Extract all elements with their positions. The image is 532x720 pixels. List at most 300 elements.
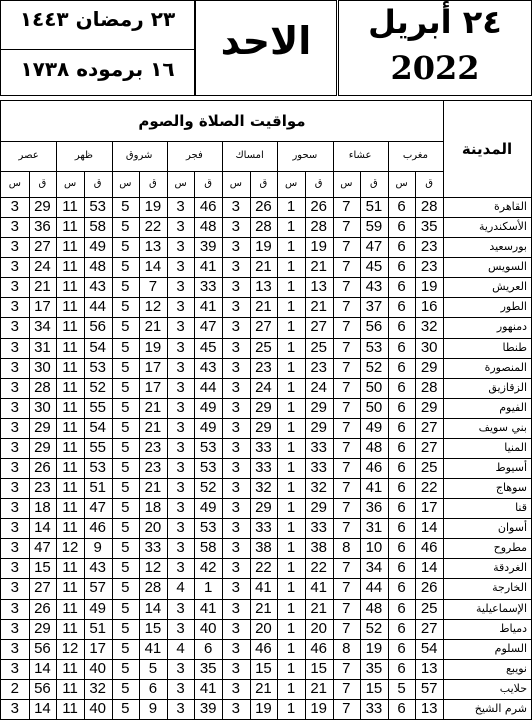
- minute-value: 40: [199, 619, 217, 637]
- hour-value: 6: [397, 579, 406, 597]
- hour-value: 11: [62, 699, 78, 717]
- city-name: المنيا: [504, 440, 527, 454]
- hour-value: 6: [397, 298, 406, 316]
- hour-value: 6: [397, 699, 406, 717]
- minute-value: 30: [34, 398, 51, 416]
- minute-value: 33: [255, 459, 272, 476]
- hour-value: 3: [10, 238, 19, 256]
- hour-value: 3: [176, 418, 185, 436]
- hour-value: 11: [62, 318, 78, 336]
- hour-value: 7: [342, 679, 351, 697]
- hour-value: 1: [286, 298, 296, 316]
- minute-value: 21: [255, 599, 272, 617]
- hour-value: 1: [286, 659, 296, 677]
- minute-value: 46: [365, 459, 383, 476]
- minute-value: 46: [199, 198, 217, 215]
- minute-value: 28: [420, 378, 438, 396]
- minute-value: 27: [310, 318, 328, 336]
- city-name: العريش: [492, 280, 527, 294]
- minute-value: 34: [34, 318, 51, 336]
- hour-value: 12: [61, 539, 79, 557]
- hour-value: 7: [342, 418, 351, 436]
- minute-value: 35: [420, 218, 438, 236]
- minute-value: 46: [255, 639, 272, 657]
- minute-value: 19: [255, 238, 272, 256]
- hour-value: 3: [231, 679, 240, 697]
- minute-value: 22: [310, 559, 328, 577]
- city-name: بني سويف: [478, 420, 527, 434]
- minute-value: 20: [310, 619, 328, 637]
- minute-value: 49: [365, 418, 383, 436]
- hour-value: 3: [10, 479, 19, 497]
- hour-value: 3: [176, 378, 185, 396]
- city-name: حلايب: [499, 681, 527, 695]
- hour-value: 1: [286, 639, 296, 657]
- hour-value: 3: [10, 278, 19, 296]
- hour-value: 8: [342, 639, 351, 657]
- minute-value: 21: [255, 679, 272, 697]
- hour-value: 6: [397, 459, 406, 476]
- hour-value: 6: [397, 499, 406, 517]
- minute-value: 21: [144, 479, 162, 497]
- minute-value: 33: [255, 519, 272, 537]
- minute-value: 21: [255, 258, 272, 276]
- hour-value: 7: [342, 659, 351, 677]
- hour-value: 3: [10, 659, 19, 677]
- minute-label: ق: [425, 178, 434, 189]
- minute-value: 33: [144, 539, 162, 557]
- hour-value: 7: [342, 278, 351, 296]
- minute-value: 50: [365, 398, 383, 416]
- city-name: الفيوم: [499, 400, 527, 414]
- hour-value: 1: [286, 378, 296, 396]
- minute-value: 46: [310, 639, 328, 657]
- minute-value: 26: [34, 599, 51, 617]
- minute-value: 41: [310, 579, 328, 597]
- hour-value: 6: [397, 258, 406, 276]
- hour-value: 1: [286, 338, 296, 356]
- minute-value: 29: [420, 398, 438, 416]
- minute-value: 59: [365, 218, 383, 236]
- minute-value: 23: [144, 438, 162, 456]
- city-name: السويس: [488, 260, 527, 274]
- hour-value: 7: [342, 338, 351, 356]
- minute-value: 35: [199, 659, 217, 677]
- column-header-4: فجر: [185, 150, 203, 161]
- hour-value: 1: [286, 278, 296, 296]
- hour-value: 11: [62, 358, 78, 376]
- hour-value: 7: [342, 459, 351, 476]
- minute-value: 46: [89, 519, 107, 537]
- minute-value: 23: [420, 258, 438, 276]
- hour-value: 6: [397, 619, 406, 637]
- minute-value: 19: [310, 699, 328, 717]
- hour-value: 11: [62, 459, 78, 476]
- hour-value: 5: [121, 679, 130, 697]
- hour-value: 3: [10, 459, 19, 476]
- minute-value: 52: [365, 619, 383, 637]
- minute-value: 21: [310, 679, 328, 697]
- hour-value: 5: [121, 338, 130, 356]
- hour-value: 3: [10, 298, 19, 316]
- hour-value: 3: [176, 519, 185, 537]
- hour-value: 6: [397, 539, 406, 557]
- hour-value: 3: [10, 639, 19, 657]
- hour-value: 3: [10, 519, 19, 537]
- hour-value: 11: [62, 338, 78, 356]
- hour-value: 3: [231, 499, 240, 517]
- minute-value: 40: [89, 699, 107, 717]
- minute-value: 25: [420, 459, 438, 476]
- hour-value: 6: [397, 559, 406, 577]
- minute-value: 5: [148, 659, 158, 677]
- minute-value: 28: [255, 218, 272, 236]
- minute-value: 19: [310, 238, 328, 256]
- minute-value: 41: [365, 479, 383, 497]
- minute-value: 51: [365, 198, 383, 215]
- minute-value: 52: [89, 378, 107, 396]
- minute-value: 32: [89, 679, 107, 697]
- column-header-2: سحور: [292, 150, 318, 161]
- hour-value: 7: [342, 499, 351, 517]
- minute-label: ق: [38, 178, 47, 189]
- hour-label: س: [63, 178, 77, 189]
- minute-value: 39: [199, 699, 217, 717]
- hour-label: س: [119, 178, 132, 189]
- minute-value: 21: [310, 599, 328, 617]
- minute-value: 57: [89, 579, 107, 597]
- city-name: نويبع: [506, 661, 527, 675]
- minute-value: 29: [310, 398, 328, 416]
- minute-value: 44: [365, 579, 383, 597]
- hour-value: 11: [62, 519, 78, 537]
- minute-value: 22: [255, 559, 272, 577]
- minute-value: 31: [34, 338, 51, 356]
- minute-value: 28: [34, 378, 51, 396]
- hour-value: 3: [231, 218, 240, 236]
- hour-value: 3: [231, 519, 240, 537]
- minute-value: 32: [255, 479, 272, 497]
- hour-value: 3: [176, 559, 185, 577]
- city-name: قنا: [515, 501, 527, 515]
- city-name: الغردقة: [493, 561, 527, 575]
- hour-value: 2: [10, 679, 19, 697]
- city-name: دمنهور: [496, 320, 527, 334]
- minute-value: 49: [89, 599, 107, 617]
- hour-value: 1: [286, 398, 296, 416]
- minute-value: 53: [89, 198, 107, 215]
- city-name: الخارجة: [492, 581, 527, 595]
- hour-value: 11: [62, 278, 78, 296]
- minute-value: 27: [255, 318, 272, 336]
- gregorian-year: 2022: [390, 49, 480, 87]
- hour-value: 4: [176, 639, 185, 657]
- minute-value: 48: [365, 438, 383, 456]
- hour-value: 5: [121, 479, 130, 497]
- minute-value: 49: [199, 398, 217, 416]
- hour-value: 5: [121, 398, 130, 416]
- minute-value: 27: [420, 438, 438, 456]
- hour-value: 3: [231, 579, 240, 597]
- minute-value: 13: [420, 659, 438, 677]
- hour-value: 3: [176, 599, 185, 617]
- city-name: السلوم: [494, 641, 527, 655]
- minute-value: 55: [89, 398, 107, 416]
- minute-value: 38: [255, 539, 272, 557]
- hour-value: 3: [231, 238, 240, 256]
- minute-value: 29: [420, 358, 438, 376]
- hour-value: 1: [286, 479, 296, 497]
- hour-value: 1: [286, 539, 296, 557]
- column-header-0: مغرب: [402, 150, 428, 161]
- minute-value: 9: [93, 539, 102, 557]
- hour-value: 1: [286, 679, 296, 697]
- hour-value: 1: [286, 438, 296, 456]
- minute-value: 29: [34, 418, 51, 436]
- minute-value: 26: [420, 579, 438, 597]
- hour-value: 1: [286, 198, 296, 215]
- hour-value: 1: [286, 519, 296, 537]
- minute-value: 53: [199, 459, 217, 476]
- hour-value: 7: [342, 579, 351, 597]
- minute-value: 6: [148, 679, 158, 697]
- hour-value: 6: [397, 519, 406, 537]
- hour-value: 5: [121, 258, 130, 276]
- hour-value: 11: [62, 258, 78, 276]
- hour-value: 3: [231, 318, 240, 336]
- hour-value: 3: [10, 398, 19, 416]
- hour-label: س: [395, 178, 408, 189]
- city-name: القاهرة: [494, 200, 527, 213]
- hour-value: 1: [286, 218, 296, 236]
- minute-value: 29: [255, 418, 272, 436]
- minute-value: 43: [89, 278, 107, 296]
- minute-value: 20: [255, 619, 272, 637]
- hour-value: 3: [231, 699, 240, 717]
- minute-label: ق: [204, 178, 213, 189]
- hour-value: 1: [286, 318, 296, 336]
- minute-value: 44: [199, 378, 217, 396]
- minute-value: 13: [310, 278, 328, 296]
- minute-value: 7: [148, 278, 158, 296]
- hour-value: 3: [231, 378, 240, 396]
- city-separator: [443, 101, 444, 719]
- hour-value: 3: [231, 539, 240, 557]
- hour-value: 11: [62, 198, 78, 215]
- hour-value: 3: [10, 338, 19, 356]
- minute-value: 15: [365, 679, 383, 697]
- hour-value: 3: [176, 198, 185, 215]
- minute-value: 15: [34, 559, 51, 577]
- minute-value: 26: [255, 198, 272, 215]
- minute-value: 44: [89, 298, 107, 316]
- table-title: مواقيت الصلاة والصوم: [138, 112, 306, 130]
- hour-value: 5: [397, 679, 406, 697]
- minute-value: 31: [365, 519, 383, 537]
- minute-value: 24: [310, 378, 328, 396]
- minute-value: 25: [255, 338, 272, 356]
- minute-value: 48: [199, 218, 217, 236]
- hour-value: 11: [62, 559, 78, 577]
- hour-value: 6: [397, 338, 406, 356]
- minute-value: 13: [144, 238, 162, 256]
- minute-value: 10: [365, 539, 383, 557]
- hour-value: 6: [397, 318, 406, 336]
- hour-value: 5: [121, 418, 130, 436]
- hour-value: 5: [121, 659, 130, 677]
- hour-label: س: [284, 178, 298, 189]
- hour-value: 5: [121, 619, 130, 637]
- city-name: أسيوط: [495, 461, 527, 474]
- minute-value: 14: [420, 559, 438, 577]
- hour-value: 3: [10, 599, 19, 617]
- hour-value: 3: [10, 198, 19, 215]
- hour-value: 3: [176, 318, 185, 336]
- minute-value: 19: [255, 699, 272, 717]
- hour-value: 5: [121, 198, 130, 215]
- minute-value: 17: [89, 639, 107, 657]
- minute-value: 19: [420, 278, 438, 296]
- minute-value: 41: [144, 639, 162, 657]
- minute-value: 19: [144, 198, 162, 215]
- hour-value: 3: [176, 438, 185, 456]
- minute-value: 58: [89, 218, 107, 236]
- minute-value: 29: [310, 499, 328, 517]
- hour-value: 3: [231, 639, 240, 657]
- minute-value: 55: [89, 438, 107, 456]
- hour-value: 5: [121, 358, 130, 376]
- minute-value: 21: [144, 318, 162, 336]
- minute-value: 36: [34, 218, 51, 236]
- city-name: الإسماعيلية: [476, 601, 527, 615]
- minute-value: 21: [144, 418, 162, 436]
- minute-value: 19: [144, 338, 162, 356]
- hour-value: 5: [121, 539, 130, 557]
- hour-value: 3: [176, 338, 185, 356]
- minute-value: 14: [144, 599, 162, 617]
- minute-value: 33: [199, 278, 217, 296]
- minute-value: 17: [34, 298, 51, 316]
- minute-value: 14: [420, 519, 438, 537]
- minute-value: 56: [34, 679, 51, 697]
- hour-value: 5: [121, 278, 130, 296]
- hour-value: 1: [286, 418, 296, 436]
- hijri-date: ٢٣ رمضان ١٤٤٣: [19, 7, 176, 31]
- hour-value: 7: [342, 699, 351, 717]
- minute-value: 42: [199, 559, 217, 577]
- column-header-5: شروق: [125, 150, 153, 161]
- minute-value: 23: [420, 238, 438, 256]
- minute-value: 51: [89, 619, 107, 637]
- hour-value: 11: [62, 479, 78, 497]
- hour-value: 3: [176, 298, 185, 316]
- hour-value: 3: [10, 438, 19, 456]
- minute-value: 33: [310, 519, 328, 537]
- hour-value: 3: [10, 699, 19, 717]
- minute-value: 54: [89, 338, 107, 356]
- hour-value: 7: [342, 519, 351, 537]
- city-name: الزقازيق: [488, 380, 527, 394]
- minute-value: 36: [365, 499, 383, 517]
- minute-value: 32: [310, 479, 328, 497]
- minute-value: 30: [34, 358, 51, 376]
- hour-value: 4: [176, 579, 185, 597]
- hour-value: 1: [286, 619, 296, 637]
- hour-value: 1: [286, 358, 296, 376]
- minute-value: 33: [310, 459, 328, 476]
- hour-value: 1: [286, 459, 296, 476]
- hour-value: 1: [286, 258, 296, 276]
- hour-value: 11: [62, 398, 78, 416]
- hour-value: 3: [10, 378, 19, 396]
- hour-value: 7: [342, 599, 351, 617]
- prayer-times-table: [0, 100, 532, 720]
- minute-value: 21: [255, 298, 272, 316]
- minute-label: ق: [370, 178, 378, 189]
- hour-value: 3: [231, 338, 240, 356]
- minute-value: 41: [199, 258, 217, 276]
- city-name: دمياط: [499, 621, 527, 635]
- column-header-6: ظهر: [74, 150, 93, 161]
- minute-value: 24: [34, 258, 51, 276]
- minute-value: 15: [310, 659, 328, 677]
- hour-value: 7: [342, 358, 351, 376]
- minute-value: 28: [310, 218, 328, 236]
- minute-value: 47: [34, 539, 51, 557]
- hour-value: 5: [121, 298, 130, 316]
- minute-value: 29: [34, 438, 51, 456]
- hour-value: 6: [397, 398, 406, 416]
- minute-value: 27: [34, 579, 51, 597]
- hour-value: 11: [62, 579, 78, 597]
- minute-value: 12: [144, 298, 162, 316]
- hour-value: 7: [342, 238, 351, 256]
- hour-value: 5: [121, 438, 130, 456]
- minute-value: 45: [199, 338, 217, 356]
- hour-value: 6: [397, 659, 406, 677]
- minute-value: 12: [144, 559, 162, 577]
- city-name: سوهاج: [495, 481, 527, 495]
- minute-value: 27: [420, 418, 438, 436]
- hour-value: 3: [176, 659, 185, 677]
- hour-value: 3: [10, 418, 19, 436]
- minute-value: 21: [310, 298, 328, 316]
- hour-value: 3: [10, 358, 19, 376]
- hour-value: 7: [342, 218, 351, 236]
- minute-value: 49: [89, 238, 107, 256]
- day-name-box: [195, 0, 337, 96]
- city-name: شرم الشيخ: [474, 701, 527, 715]
- hour-label: س: [8, 178, 21, 189]
- hour-value: 1: [286, 599, 296, 617]
- hour-value: 6: [397, 599, 406, 617]
- hour-value: 5: [121, 559, 130, 577]
- minute-value: 34: [365, 559, 383, 577]
- hour-value: 7: [342, 198, 351, 215]
- minute-value: 29: [255, 398, 272, 416]
- minute-value: 54: [89, 418, 107, 436]
- minute-value: 22: [420, 479, 438, 497]
- hour-value: 3: [231, 358, 240, 376]
- hour-value: 11: [62, 218, 78, 236]
- minute-value: 41: [199, 599, 217, 617]
- hour-value: 3: [10, 539, 19, 557]
- minute-value: 18: [144, 499, 162, 517]
- hour-value: 3: [10, 619, 19, 637]
- hour-value: 3: [176, 479, 185, 497]
- hour-value: 3: [231, 479, 240, 497]
- minute-value: 25: [310, 338, 328, 356]
